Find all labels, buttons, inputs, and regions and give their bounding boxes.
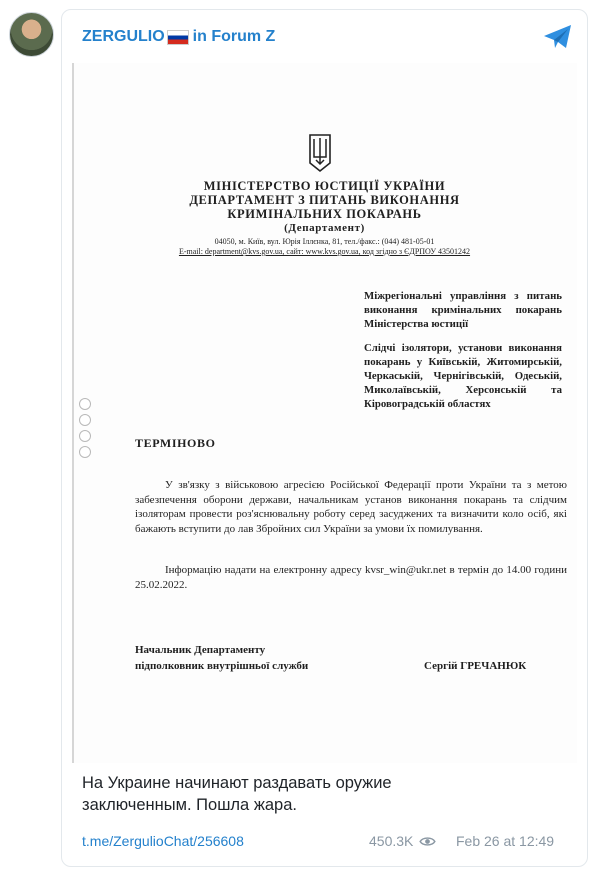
- urgent-label: ТЕРМІНОВО: [135, 436, 216, 450]
- author-name[interactable]: ZERGULIO: [82, 28, 165, 45]
- trident-emblem-icon: [308, 133, 332, 173]
- russian-flag-icon: [167, 30, 189, 45]
- ministry-line-4: (Департамент): [284, 222, 365, 234]
- ministry-address: 04050, м. Київ, вул. Юрія Іллєнка, 81, тел./факс.: (044) 481-05-01: [214, 237, 435, 246]
- signer-title-1: Начальник Департаменту: [135, 644, 266, 656]
- signer-title-2: підполковник внутрішньої служби: [135, 660, 309, 672]
- paper-edge: [72, 63, 74, 763]
- ministry-contacts: E-mail: department@kvs.gov.ua, сайт: www.kvs.gov.ua, код згідно з ЄДРПОУ 43501242: [178, 247, 471, 256]
- ministry-line-2: ДЕПАРТАМЕНТ З ПИТАНЬ ВИКОНАННЯ: [189, 193, 460, 207]
- eye-icon: [419, 836, 436, 847]
- view-count-value: 450.3K: [369, 833, 414, 849]
- message-card: [61, 9, 588, 867]
- recipient-block-2: Слідчі ізолятори, установи виконання покарань у Київській, Житомирській, Черкаській, Чернігівській, Одеській, Миколаївській, Херсонській та Кіровоградській областях: [364, 342, 562, 410]
- ministry-line-1: МІНІСТЕРСТВО ЮСТИЦІЇ УКРАЇНИ: [203, 179, 446, 193]
- recipient-block-1: Міжрегіональні управління з питань виконання кримінальних покарань Міністерства юстиції: [364, 290, 562, 330]
- document-image[interactable]: [72, 63, 577, 763]
- document-paragraph-2: Інформацію надати на електронну адресу kvsr_win@ukr.net в термін до 14.00 години 25.02.2022.: [135, 564, 567, 591]
- view-count: [369, 833, 446, 849]
- avatar[interactable]: [9, 12, 54, 57]
- message-link[interactable]: t.me/ZergulioChat/256608: [82, 833, 244, 849]
- telegram-share-icon[interactable]: [543, 24, 573, 50]
- signer-name: Сергій ГРЕЧАНЮК: [424, 660, 527, 672]
- message-text-line-2: заключенным. Пошла жара.: [82, 796, 297, 814]
- document-paragraph-1: У зв'язку з військовою агресією Російської Федерації проти України та з метою забезпечення оборони держави, начальникам установ виконання покарань та слідчим ізоляторам провести роз'яснювальну роботу серед засуджених та визначити коло осіб, які бажають вступити до лав Збройних сил України за умови їх помилування.: [135, 479, 567, 535]
- forum-name[interactable]: in Forum Z: [192, 28, 276, 45]
- message-text-line-1: На Украине начинают раздавать оружие: [82, 774, 392, 792]
- message-date[interactable]: Feb 26 at 12:49: [456, 833, 555, 849]
- message-header: [82, 24, 275, 50]
- message-text: [82, 772, 572, 816]
- ministry-line-3: КРИМІНАЛЬНИХ ПОКАРАНЬ: [227, 207, 422, 221]
